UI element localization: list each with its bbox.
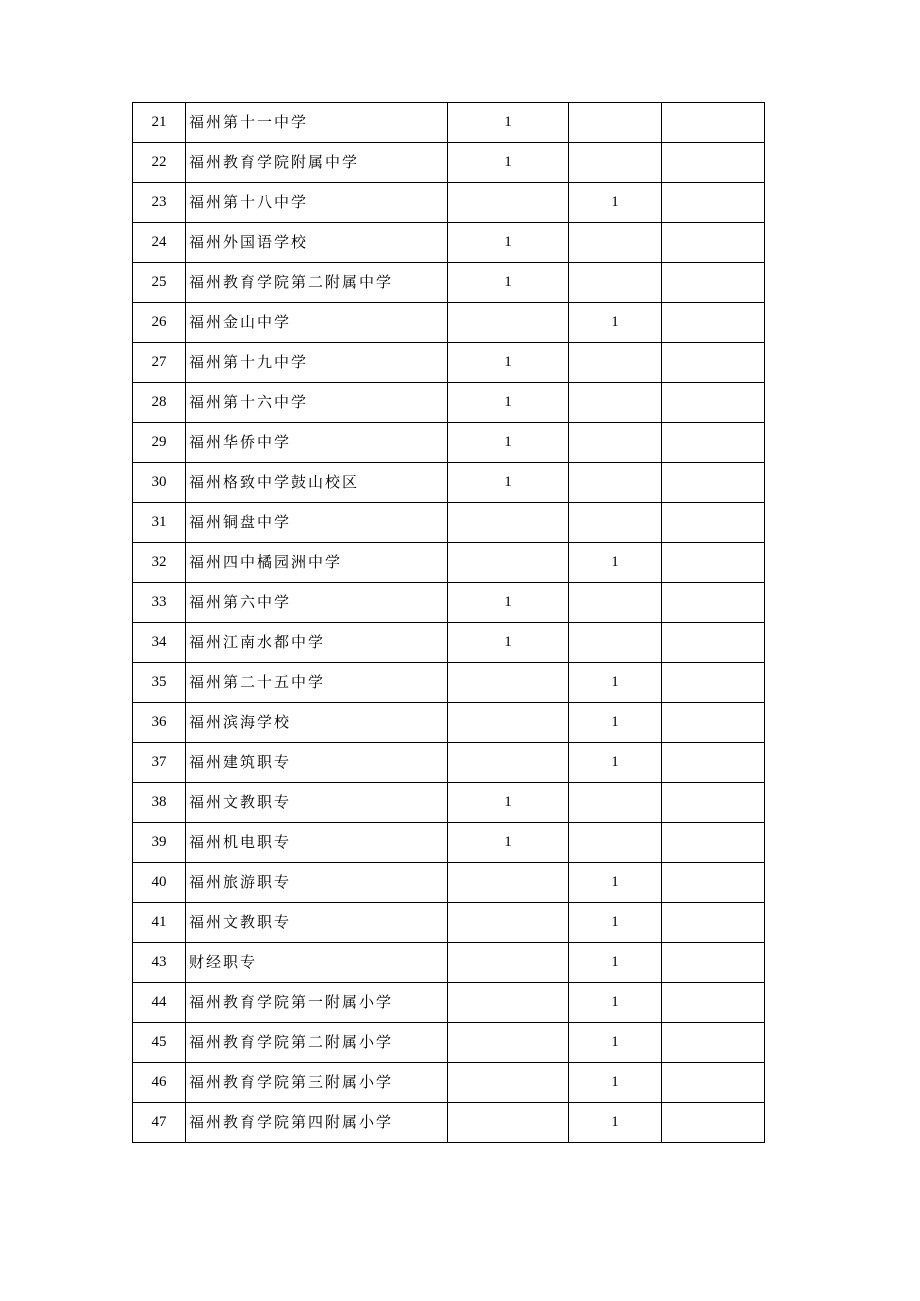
row-number: 35 <box>133 663 186 703</box>
column-c-value <box>662 463 765 503</box>
school-name: 福州机电职专 <box>186 823 448 863</box>
column-c-value <box>662 663 765 703</box>
table-row <box>133 263 765 303</box>
row-number: 24 <box>133 223 186 263</box>
column-c-value <box>662 743 765 783</box>
column-a-value: 1 <box>448 783 569 823</box>
column-a-value: 1 <box>448 223 569 263</box>
table-row <box>133 503 765 543</box>
column-c-value <box>662 983 765 1023</box>
table-row <box>133 703 765 743</box>
column-a-value <box>448 1103 569 1143</box>
school-name: 福州第十一中学 <box>186 103 448 143</box>
column-b-value: 1 <box>569 983 662 1023</box>
column-c-value <box>662 503 765 543</box>
column-a-value <box>448 943 569 983</box>
column-a-value <box>448 183 569 223</box>
column-b-value <box>569 143 662 183</box>
school-name: 福州第二十五中学 <box>186 663 448 703</box>
school-name: 福州金山中学 <box>186 303 448 343</box>
column-a-value <box>448 543 569 583</box>
column-b-value: 1 <box>569 703 662 743</box>
column-c-value <box>662 103 765 143</box>
column-a-value: 1 <box>448 263 569 303</box>
table-row <box>133 663 765 703</box>
column-a-value <box>448 663 569 703</box>
column-c-value <box>662 543 765 583</box>
row-number: 26 <box>133 303 186 343</box>
school-name: 福州四中橘园洲中学 <box>186 543 448 583</box>
column-c-value <box>662 383 765 423</box>
column-c-value <box>662 623 765 663</box>
table-row <box>133 183 765 223</box>
column-c-value <box>662 343 765 383</box>
table-row <box>133 103 765 143</box>
column-c-value <box>662 703 765 743</box>
column-c-value <box>662 783 765 823</box>
column-a-value <box>448 863 569 903</box>
column-a-value: 1 <box>448 103 569 143</box>
row-number: 45 <box>133 1023 186 1063</box>
row-number: 44 <box>133 983 186 1023</box>
column-a-value: 1 <box>448 143 569 183</box>
column-a-value <box>448 703 569 743</box>
column-b-value: 1 <box>569 943 662 983</box>
row-number: 25 <box>133 263 186 303</box>
table-row <box>133 583 765 623</box>
school-name: 福州教育学院第四附属小学 <box>186 1103 448 1143</box>
row-number: 37 <box>133 743 186 783</box>
column-b-value: 1 <box>569 863 662 903</box>
column-a-value <box>448 503 569 543</box>
row-number: 27 <box>133 343 186 383</box>
school-name: 福州外国语学校 <box>186 223 448 263</box>
row-number: 29 <box>133 423 186 463</box>
column-a-value <box>448 1063 569 1103</box>
column-b-value <box>569 383 662 423</box>
table-row <box>133 1103 765 1143</box>
table-row <box>133 1023 765 1063</box>
table-row <box>133 423 765 463</box>
column-b-value <box>569 623 662 663</box>
column-b-value: 1 <box>569 183 662 223</box>
column-b-value: 1 <box>569 903 662 943</box>
row-number: 46 <box>133 1063 186 1103</box>
column-b-value: 1 <box>569 543 662 583</box>
table-row <box>133 983 765 1023</box>
table-row <box>133 823 765 863</box>
school-name: 福州第六中学 <box>186 583 448 623</box>
column-a-value: 1 <box>448 823 569 863</box>
column-c-value <box>662 1063 765 1103</box>
column-a-value <box>448 903 569 943</box>
column-a-value <box>448 303 569 343</box>
school-name: 福州第十八中学 <box>186 183 448 223</box>
table-row <box>133 783 765 823</box>
school-name: 福州第十六中学 <box>186 383 448 423</box>
school-name: 福州教育学院第三附属小学 <box>186 1063 448 1103</box>
row-number: 40 <box>133 863 186 903</box>
table-row <box>133 383 765 423</box>
row-number: 38 <box>133 783 186 823</box>
row-number: 47 <box>133 1103 186 1143</box>
school-name: 福州第十九中学 <box>186 343 448 383</box>
row-number: 34 <box>133 623 186 663</box>
column-b-value <box>569 463 662 503</box>
school-name: 福州滨海学校 <box>186 703 448 743</box>
school-table-body <box>133 103 765 1143</box>
school-name: 福州旅游职专 <box>186 863 448 903</box>
column-a-value <box>448 743 569 783</box>
school-name: 福州江南水都中学 <box>186 623 448 663</box>
school-name: 福州建筑职专 <box>186 743 448 783</box>
column-c-value <box>662 423 765 463</box>
school-name: 福州文教职专 <box>186 783 448 823</box>
column-c-value <box>662 583 765 623</box>
column-b-value: 1 <box>569 743 662 783</box>
column-b-value <box>569 583 662 623</box>
column-c-value <box>662 1023 765 1063</box>
column-b-value <box>569 103 662 143</box>
table-row <box>133 943 765 983</box>
column-a-value: 1 <box>448 583 569 623</box>
table-row <box>133 1063 765 1103</box>
row-number: 43 <box>133 943 186 983</box>
column-a-value <box>448 983 569 1023</box>
school-name: 福州教育学院第二附属小学 <box>186 1023 448 1063</box>
row-number: 21 <box>133 103 186 143</box>
table-row <box>133 903 765 943</box>
row-number: 30 <box>133 463 186 503</box>
column-a-value: 1 <box>448 343 569 383</box>
column-b-value <box>569 783 662 823</box>
row-number: 23 <box>133 183 186 223</box>
table-row <box>133 463 765 503</box>
table-row <box>133 623 765 663</box>
row-number: 22 <box>133 143 186 183</box>
school-name: 福州教育学院第一附属小学 <box>186 983 448 1023</box>
school-name: 财经职专 <box>186 943 448 983</box>
column-a-value: 1 <box>448 423 569 463</box>
column-c-value <box>662 903 765 943</box>
table-row <box>133 863 765 903</box>
column-b-value <box>569 503 662 543</box>
column-a-value: 1 <box>448 383 569 423</box>
school-name: 福州教育学院第二附属中学 <box>186 263 448 303</box>
column-b-value <box>569 343 662 383</box>
column-b-value: 1 <box>569 303 662 343</box>
row-number: 36 <box>133 703 186 743</box>
school-name: 福州铜盘中学 <box>186 503 448 543</box>
row-number: 32 <box>133 543 186 583</box>
school-table <box>132 102 765 1143</box>
column-c-value <box>662 223 765 263</box>
column-c-value <box>662 863 765 903</box>
table-row <box>133 223 765 263</box>
school-name: 福州教育学院附属中学 <box>186 143 448 183</box>
column-b-value <box>569 223 662 263</box>
column-c-value <box>662 303 765 343</box>
row-number: 39 <box>133 823 186 863</box>
column-b-value <box>569 423 662 463</box>
column-b-value <box>569 263 662 303</box>
column-c-value <box>662 1103 765 1143</box>
table-row <box>133 143 765 183</box>
school-name: 福州格致中学鼓山校区 <box>186 463 448 503</box>
column-b-value: 1 <box>569 1103 662 1143</box>
column-c-value <box>662 943 765 983</box>
table-row <box>133 303 765 343</box>
row-number: 41 <box>133 903 186 943</box>
row-number: 28 <box>133 383 186 423</box>
column-c-value <box>662 143 765 183</box>
column-c-value <box>662 263 765 303</box>
column-c-value <box>662 823 765 863</box>
school-name: 福州华侨中学 <box>186 423 448 463</box>
table-row <box>133 543 765 583</box>
table-row <box>133 343 765 383</box>
column-b-value <box>569 823 662 863</box>
column-c-value <box>662 183 765 223</box>
column-a-value: 1 <box>448 463 569 503</box>
column-b-value: 1 <box>569 1063 662 1103</box>
row-number: 31 <box>133 503 186 543</box>
column-b-value: 1 <box>569 663 662 703</box>
column-b-value: 1 <box>569 1023 662 1063</box>
row-number: 33 <box>133 583 186 623</box>
column-a-value <box>448 1023 569 1063</box>
table-row <box>133 743 765 783</box>
column-a-value: 1 <box>448 623 569 663</box>
school-name: 福州文教职专 <box>186 903 448 943</box>
